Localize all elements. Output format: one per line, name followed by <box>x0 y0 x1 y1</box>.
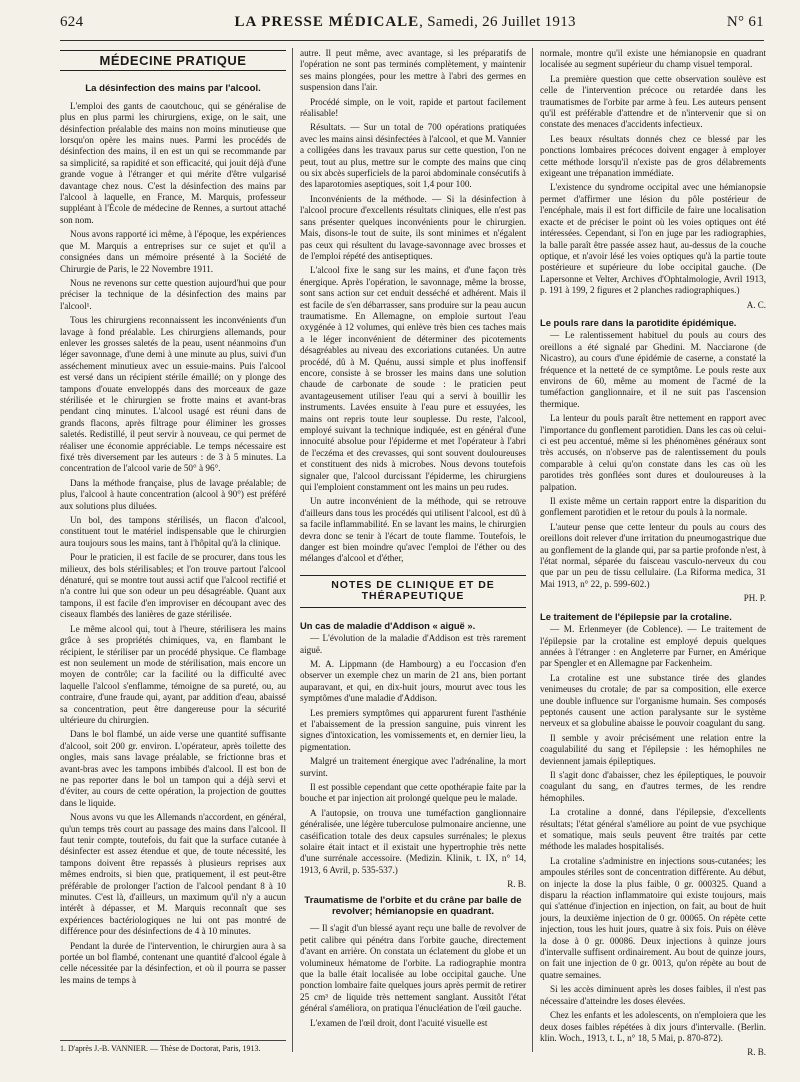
paragraph: — Le ralentissement habituel du pouls au cours des oreillons a été signalé par Ghedini. M. Nacciarone (de Nicastro), au cours d'une épidémie de caserne, a constaté la fréquence et la netteté de ce symptôme. Le pouls reste aux environs de 60, même au moment de l'acmé de la tuméfaction ganglionnaire, et il ne suit pas l'ascension thermique. <box>540 330 766 409</box>
masthead <box>60 14 764 34</box>
article-heading: Un cas de maladie d'Addison « aiguë ». <box>300 619 476 631</box>
paragraph: Nous avons vu que les Allemands n'accordent, en général, qu'un temps très court au passage des mains dans l'alcool. Il faut tenir compte, toutefois, du fait que la surface cutanée à désinfecter est assez étendue et que, de toute nécessité, les tampons doivent être repassés à plusieurs reprises aux mêmes endroits, si bien que, pratiquement, il est peut-être préférable de prolonger l'action de l'alcool pendant 8 à 10 minutes. C'est là, d'ailleurs, un maximum qu'il n'y a aucun intérêt à dépasser, et M. Marquis reconnaît que ses expériences bactériologiques ne lui ont pas montré de différence pour des désinfections de 4 à 10 minutes. <box>60 812 286 937</box>
paragraph: Inconvénients de la méthode. — Si la désinfection à l'alcool procure d'excellents résultats cliniques, elle n'est pas sans présenter quelques inconvénients pour le chirurgien. Mais, disons-le tout de suite, ils sont minimes et n'égalent pas ceux qui résultent du lavage-savonnage avec brosses et de l'emploi répété des antiseptiques. <box>300 193 526 261</box>
signature: R. B. <box>747 1047 766 1058</box>
paragraph: — L'évolution de la maladie d'Addison est très rarement aiguë. <box>300 633 526 655</box>
paragraph: Dans le bol flambé, un aide verse une quantité suffisante d'alcool, soit 200 gr. environ. L'opérateur, après toilette des ongles, mais sans lavage préalable, se frictionne bras et avant-bras avec les tampons imbibés d'alcool. Il est bon de ne pas reporter dans le bol un tampon qui a déjà servi et d'éviter, au cours de cette opération, la projection de gouttes dans le liquide. <box>60 729 286 808</box>
paragraph: Nous ne revenons sur cette question aujourd'hui que pour préciser la technique de la désinfection des mains par l'alcool¹. <box>60 277 286 311</box>
paragraph: L'examen de l'œil droit, dont l'acuité visuelle est <box>310 1017 488 1028</box>
paragraph: — Il s'agit d'un blessé ayant reçu une balle de revolver de petit calibre qui pénétra dans l'orbite gauche, directement d'avant en arrière. On constata un éclatement du globe et un volumineux hématome de l'orbite. La radiographie montra que la balle était localisée au lobe occipital gauche. Une ponction lombaire faite quelques jours après permit de retirer 25 cm³ de liquide très nettement sanglant. Aussitôt l'état général s'améliora, on pratiqua l'énucléation de l'œil gauche. <box>300 923 526 1014</box>
paragraph: Procédé simple, on le voit, rapide et partout facilement réalisable! <box>300 96 526 119</box>
paragraph: La première question que cette observation soulève est celle de l'intervention précoce ou retardée dans les traumatismes de l'orbite par arme à feu. Les auteurs pensent qu'il est préférable d'attendre et de n'intervenir que si on constate des menaces d'accidents infectieux. <box>540 73 766 130</box>
article-heading: Le pouls rare dans la parotidite épidémique. <box>540 316 737 328</box>
paragraph: Pour le praticien, il est facile de se procurer, dans tous les milieux, des bols stérilisables; et l'on trouve partout l'alcool dénaturé, qui se montre tout aussi actif que l'alcool rectifié et n'a contre lui que son odeur un peu désagréable. Quant aux tampons, il est facile d'en improviser en découpant avec des ciseaux flambés des lanières de gaze stérilisée. <box>60 552 286 620</box>
column-divider <box>292 48 293 1052</box>
paragraph: Un autre inconvénient de la méthode, qui se retrouve d'ailleurs dans tous les procédés qui utilisent l'alcool, est dû à sa facile inflammabilité. En se lavant les mains, le chirurgien devra donc se tenir à l'écart de toute flamme. Toutefois, le danger est bien moindre qu'avec l'emploi de l'éther ou des mélanges d'alcool et d'éther, <box>300 496 526 564</box>
paragraph: La crotaline a donné, dans l'épilepsie, d'excellents résultats; l'état général s'améliore au point de vue psychique et somatique, mais seuls peuvent être traités par cette méthode les malades hospitalisés. <box>540 807 766 852</box>
paragraph: L'emploi des gants de caoutchouc, qui se généralise de plus en plus parmi les chirurgiens, exige, on le sait, une désinfection préalable des mains non moins minutieuse que lorsqu'on opère les mains nues. Parmi les procédés de désinfection des mains, il en est un qui se recommande par sa simplicité, sa rapidité et son efficacité, qui jouit déjà d'une grande vogue à l'étranger et qui mérite d'être vulgarisé davantage chez nous. C'est la désinfection des mains par l'alcool à laquelle, en France, M. Marquis, professeur suppléant à l'École de médecine de Rennes, a surtout attaché son nom. <box>60 100 286 225</box>
paragraph: Si les accès diminuent après les doses faibles, il n'est pas nécessaire d'atteindre les doses élevées. <box>540 984 766 1006</box>
column-2 <box>300 48 526 1032</box>
paragraph: Tous les chirurgiens reconnaissent les inconvénients d'un lavage à fond préalable. Les chirurgiens allemands, pour enlever les grosses saletés de la peau, usent néanmoins d'un léger savonnage, d'une demi à une minute au plus, suivi d'un asséchement minutieux avec un essuie-mains. Puis l'alcool est versé dans un récipient stérile émaillé; on y plonge des tampons d'ouate enveloppés dans des morceaux de gaze stérilisée et le chirurgien se frotte mains et avant-bras pendant cinq minutes. L'alcool usagé est réuni dans de grands flacons, après filtrage pour éliminer les grosses saletés. Redistillé, il peut servir à nouveau, ce qui permet de réaliser une économie appréciable. Le temps nécessaire est fixé très diversement par les auteurs : de 3 à 5 minutes. La concentration de l'alcool varie de 50° à 96°. <box>60 315 286 474</box>
footnote: 1. D'après J.-B. VANNIER. — Thèse de Doctorat, Paris, 1913. <box>60 1040 286 1053</box>
paragraph: La crotaline s'administre en injections sous-cutanées; les ampoules stériles sont de concentration différente. Au début, on injecte la dose la plus faible, 0 gr. 000325. Quand a disparu la réaction inflammatoire qui existe toujours, mais qui s'atténue d'injection en injection, on fait, au bout de huit jours, la deuxième injection de 0 gr. 00065. On répète cette injection, tous les huit jours, quatre à six fois. Puis on élève la dose à 0 gr. 00086. Deux injections à quinze jours d'intervalle suffisent ordinairement. Au bout de quinze jours, on fait une injection de 0 gr. 0013, qu'on répète au bout de quatre semaines. <box>540 855 766 980</box>
section-heading: MÉDECINE PRATIQUE <box>60 50 286 71</box>
paragraph: Malgré un traitement énergique avec l'adrénaline, la mort survint. <box>300 756 526 778</box>
paragraph: L'existence du syndrome occipital avec une hémianopsie permet d'affirmer une lésion du pôle postérieur de l'encéphale, mais il est fort difficile de faire une localisation exacte et de préciser le point où les voies optiques ont été intéressées. Cependant, si l'on en juge par les radiographies, la balle paraît être passée assez haut, au-dessus de la couche optique, et n'avoir lésé les voies optiques qu'à la partie toute postérieure et supérieure du lobe occipital gauche. (De Lapersonne et Velter, Archives d'Ophtalmologie, Avril 1913, p. 191 à 199, 2 figures et 2 planches radiographiques.) <box>540 182 766 296</box>
paragraph: Il semble y avoir précisément une relation entre la coagulabilité du sang et l'épilepsie : les hémophiles ne deviennent jamais épileptiques. <box>540 732 766 766</box>
paragraph: L'alcool fixe le sang sur les mains, et d'une façon très énergique. Après l'opération, le savonnage, même la brosse, sont sans action sur cet enduit desséché et adhérent. Mais il est facile de s'en débarrasser, sans produire sur la peau aucun traumatisme. En Allemagne, on emploie surtout l'eau oxygénée à 12 volumes, qui enlève très bien ces taches mais a le léger inconvénient de déterminer des picotements désagréables au niveau des excoriations cutanées. Un autre procédé, dû à M. Quénu, aussi simple et plus inoffensif encore, consiste à se brosser les mains dans une solution chaude de carbonate de soude : le praticien peut avantageusement utiliser l'eau qui a servi à bouillir les instruments. Lavées ensuite à l'eau pure et essuyées, les mains ont repris toute leur souplesse. Du reste, l'alcool, employé suivant la technique indiquée, est en général d'une innocuité absolue pour l'épiderme et met l'opérateur à l'abri de l'eczéma et des crevasses, qui sont souvent douloureuses et constituent des nids à microbes. Nous devons toutefois signaler que, l'alcool durcissant l'épiderme, les chirurgiens qui l'emploient constamment ont les mains un peu rudes. <box>300 265 526 493</box>
paragraph: A l'autopsie, on trouva une tuméfaction ganglionnaire généralisée, une légère tuberculose pulmonaire ancienne, une caséification totale des deux capsules surrénales; le plexus solaire était intact et il existait une hypertrophie très nette d'une surrénale accessoire. (Medizin. Klinik, t. IX, n° 14, 1913, 6 Avril, p. 535-537.) <box>300 807 526 875</box>
paragraph: Résultats. — Sur un total de 700 opérations pratiquées avec les mains ainsi désinfectées à l'alcool, et que M. Vannier a colligées dans les travaux parus sur cette question, l'on ne peut, tout au plus, mettre sur le compte des mains que cinq ou six abcès superficiels de la paroi abdominale consécutifs à des laparotomies aseptiques, soit 1,4 pour 100. <box>300 122 526 190</box>
article-title: La désinfection des mains par l'alcool. <box>85 83 261 95</box>
paragraph: La crotaline est une substance tirée des glandes venimeuses du crotale; de par sa composition, elle exerce une double influence sur l'organisme humain. Ses composés peptonés causent une action paralysante sur le système nerveux et sa globuline abaisse le pouvoir coagulant du sang. <box>540 672 766 729</box>
paragraph: — M. Erlenmeyer (de Coblence). — Le traitement de l'épilepsie par la crotaline est employé depuis quelques années à l'étranger : en Angleterre par Furner, en Amérique par Spengler et en Allemagne par Fackenheim. <box>540 624 766 669</box>
paragraph: Chez les enfants et les adolescents, on n'emploiera que les deux doses faibles répétées à dix jours d'intervalle. (Berlin. klin. Woch., 1913, t. L, n° 18, 5 Mai, p. 870-872). <box>540 1010 766 1043</box>
paragraph: Pendant la durée de l'intervention, le chirurgien aura à sa portée un bol flambé, contenant une quantité d'alcool égale à celle nécessitée par la désinfection, et où il pourra se passer les mains de temps à <box>60 940 286 985</box>
page-number: 624 <box>60 14 84 30</box>
signature: A. C. <box>746 299 766 310</box>
paragraph: Le même alcool qui, tout à l'heure, stérilisera les mains grâce à ses propriétés chimiques, va, en flambant le récipient, le stériliser par un procédé physique. Ce flambage est non seulement un mode de stérilisation, mais encore un moyen de contrôle; car la facilité ou la difficulté avec laquelle l'alcool s'enflamme, témoigne de sa pureté, ou, au contraire, d'une fraude qui, ayant, par addition d'eau, abaissé sa concentration, peut être dangereuse pour la sécurité ultérieure du chirurgien. <box>60 623 286 725</box>
journal-title: LA PRESSE MÉDICALE <box>234 14 420 30</box>
paragraph: La lenteur du pouls paraît être nettement en rapport avec l'importance du gonflement parotidien. Dans les cas où celui-ci est peu accentué, même si les phénomènes généraux sont très accusés, on n'observe pas de ralentissement du pouls comparable à celui qu'on constate dans les cas où les parotides très gonflées sont dures et douloureuses à la palpation. <box>540 413 766 492</box>
column-1 <box>60 48 286 989</box>
issue-number: N° 61 <box>726 14 764 30</box>
column-3 <box>540 48 766 1059</box>
signature: PH. P. <box>743 593 766 604</box>
article-heading: Le traitement de l'épilepsie par la crotaline. <box>540 610 732 622</box>
signature: R. B. <box>507 879 526 890</box>
paragraph: autre. Il peut même, avec avantage, si les préparatifs de l'opération ne sont pas terminés complètement, y maintenir ses mains plongées, pour les mettre à l'abri des germes en suspension dans l'air. <box>300 48 526 93</box>
paragraph: Un bol, des tampons stérilisés, un flacon d'alcool, constituent tout le matériel indispensable que le chirurgien aura toujours sous les mains, tant à l'hôpital qu'à la clinique. <box>60 515 286 548</box>
paragraph: Il s'agit donc d'abaisser, chez les épileptiques, le pouvoir coagulant du sang, en d'autres termes, de les rendre hémophiles. <box>540 769 766 803</box>
masthead-rule <box>60 40 764 41</box>
paragraph: Nous avons rapporté ici même, à l'époque, les expériences que M. Marquis a entreprises sur ce sujet et qu'il a consignées dans un mémoire présenté à la Société de Chirurgie de Paris, le 22 Novembre 1911. <box>60 229 286 274</box>
article-title: Traumatisme de l'orbite et du crâne par balle de revolver; hémianopsie en quadrant. <box>304 894 522 918</box>
column-divider <box>532 48 533 1052</box>
issue-date: , Samedi, 26 Juillet 1913 <box>419 14 576 30</box>
paragraph: L'auteur pense que cette lenteur du pouls au cours des oreillons doit relever d'une irritation du pneumogastrique due au gonflement de la glande qui, par sa partie profonde n'est, à l'état normal, séparée du faisceau vasculo-nerveux du cou que par un peu de tissu cellulaire. (La Riforma medica, 31 Mai 1913, n° 22, p. 599-602.) <box>540 521 766 589</box>
paragraph: Dans la méthode française, plus de lavage préalable; de plus, l'alcool à haute concentration (alcool à 90°) est préféré aux solutions plus diluées. <box>60 477 286 511</box>
paragraph: M. A. Lippmann (de Hambourg) a eu l'occasion d'en observer un exemple chez un marin de 21 ans, bien portant auparavant, et qui, en dix-huit jours, mourut avec tous les symptômes d'une maladie d'Addison. <box>300 658 526 704</box>
paragraph: Les premiers symptômes qui apparurent furent l'asthénie et l'abaissement de la pression sanguine, puis vinrent les signes d'intoxication, les vomissements et, en dernier lieu, la pigmentation. <box>300 707 526 752</box>
paragraph: normale, montre qu'il existe une hémianopsie en quadrant localisée au segment supérieur du champ visuel temporal. <box>540 48 766 70</box>
section-heading: NOTES DE CLINIQUE ET DE THÉRAPEUTIQUE <box>300 575 526 608</box>
paragraph: Les beaux résultats donnés chez ce blessé par les ponctions lombaires précoces doivent engager à employer cette méthode lorsqu'il n'existe pas de gros délabrements exigeant une trépanation immédiate. <box>540 133 766 179</box>
paragraph: Il existe même un certain rapport entre la disparition du gonflement parotidien et le retour du pouls à la normale. <box>540 496 766 518</box>
paragraph: Il est possible cependant que cette opothérapie faite par la bouche et par injection ait prolongé quelque peu le malade. <box>300 781 526 804</box>
